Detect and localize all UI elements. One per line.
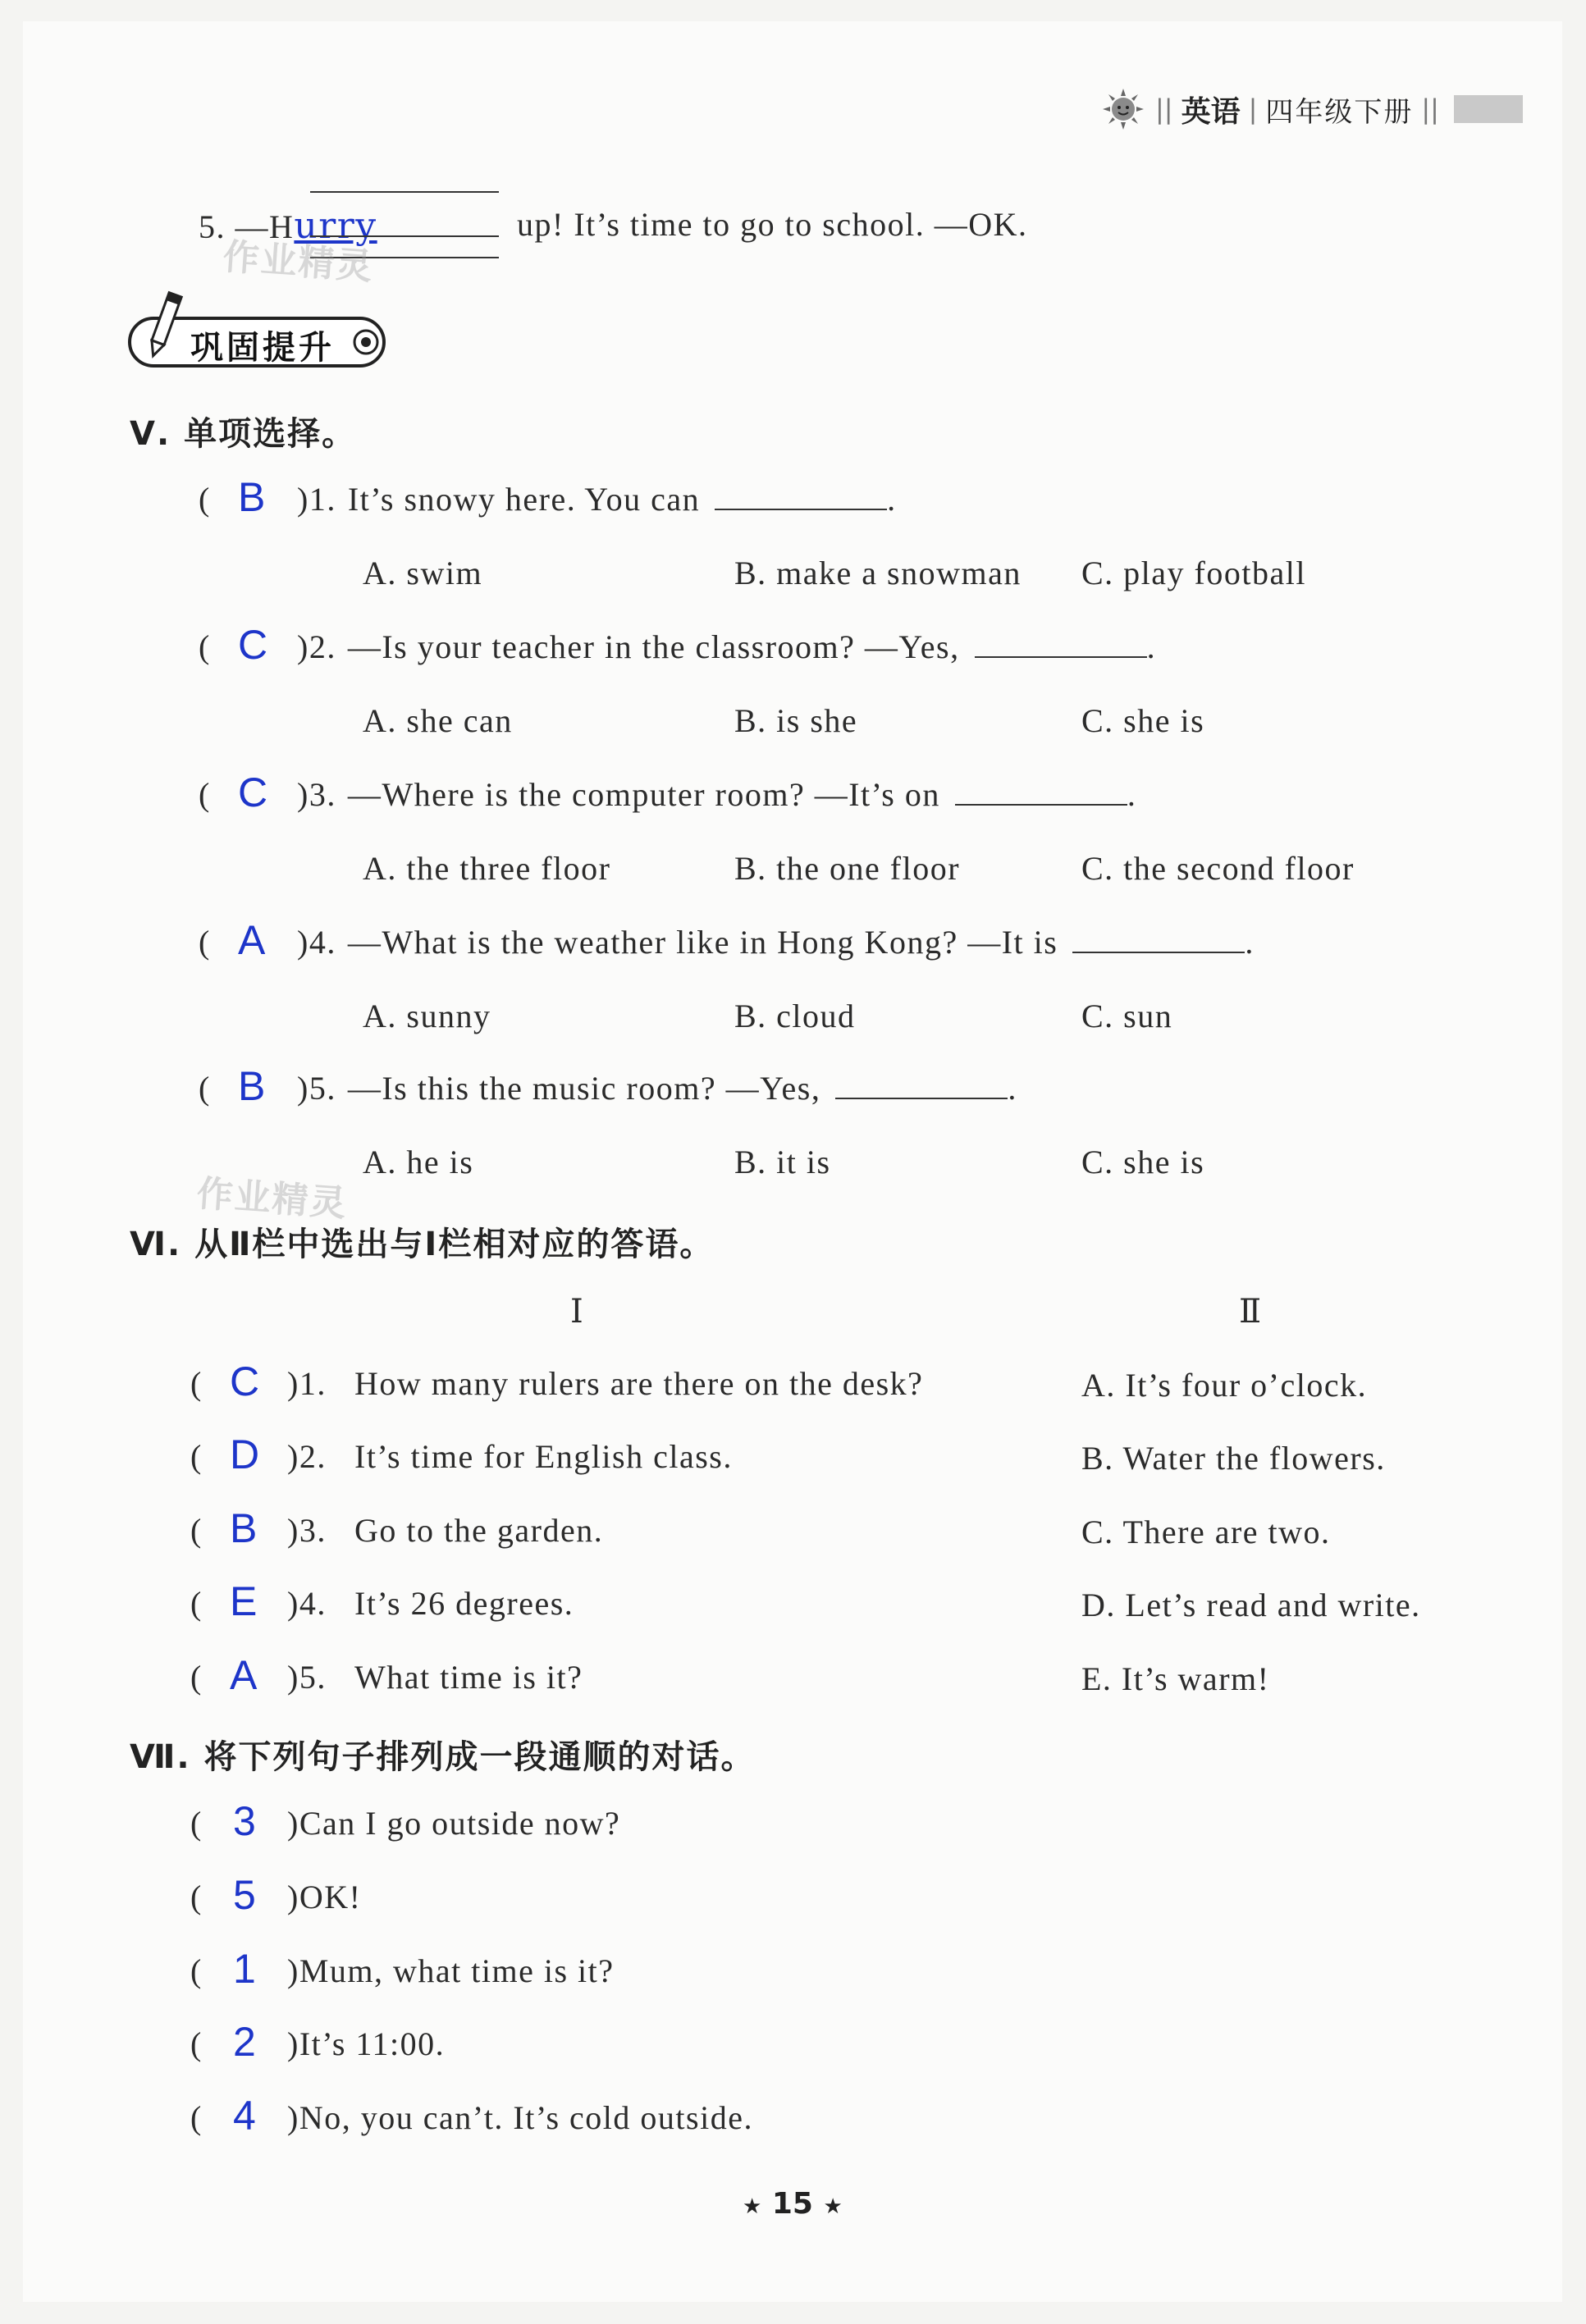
answer-letter: D	[230, 1431, 260, 1477]
order-number: 5	[233, 1872, 256, 1918]
dialogue-sentence: )Mum, what time is it?	[287, 1952, 615, 1989]
item-number: )3.	[287, 1512, 327, 1549]
answer-letter: B	[230, 1505, 258, 1551]
page-number-value: 15	[771, 2187, 813, 2221]
column-1-header: Ⅰ	[570, 1293, 585, 1330]
option-c: C. she is	[1081, 702, 1205, 739]
paren-open: (	[190, 1585, 203, 1622]
dialogue-sentence: )No, you can’t. It’s cold outside.	[287, 2099, 753, 2136]
paren-open: (	[199, 924, 211, 961]
item-number: )2.	[287, 1438, 327, 1475]
paren-open: (	[190, 1879, 203, 1915]
paren-open: (	[190, 1438, 203, 1475]
order-number: 1	[233, 1946, 256, 1992]
answer-letter: B	[238, 474, 266, 520]
question-stem: It’s snowy here. You can	[347, 481, 701, 518]
question-stem: —Is this the music room? —Yes,	[347, 1070, 821, 1107]
question-number: )2.	[297, 628, 336, 665]
option-c: C. sun	[1081, 998, 1173, 1034]
section-5-title: Ⅴ. 单项选择。	[130, 415, 357, 453]
header-separator: ||	[1155, 94, 1173, 125]
paren-open: (	[190, 2099, 203, 2136]
answer-letter: C	[238, 769, 268, 815]
dialogue-sentence: )OK!	[287, 1879, 362, 1915]
header-grade: 四年级下册	[1265, 95, 1414, 129]
option-c: C. the second floor	[1081, 850, 1355, 887]
question-stem: —Is your teacher in the classroom? —Yes,	[347, 628, 960, 665]
question-text	[297, 775, 1136, 814]
fill-number: 5.	[199, 208, 226, 245]
paren-open: (	[190, 1805, 203, 1842]
header-separator-2: |	[1248, 94, 1258, 125]
banner-label: 巩固提升	[190, 329, 335, 367]
paren-open: (	[199, 628, 211, 665]
column-2-option: C. There are two.	[1081, 1514, 1331, 1550]
question-text	[297, 628, 1156, 666]
column-2-option: A. It’s four o’clock.	[1081, 1367, 1368, 1404]
fill-prefix: —H	[235, 208, 295, 245]
watermark-2: 作业精灵	[195, 1172, 350, 1226]
option-a: A. she can	[363, 702, 513, 739]
pencil-icon	[139, 289, 189, 363]
question-number: )5.	[297, 1070, 336, 1107]
option-b: B. make a snowman	[734, 555, 1022, 591]
option-a: A. sunny	[363, 998, 491, 1034]
option-c: C. play football	[1081, 555, 1306, 591]
answer-blank	[975, 630, 1147, 658]
paren-open: (	[190, 1952, 203, 1989]
column-2-option: D. Let’s read and write.	[1081, 1587, 1421, 1623]
option-c: C. she is	[1081, 1144, 1205, 1180]
answer-blank	[955, 778, 1127, 806]
question-end: .	[1127, 776, 1137, 813]
option-b: B. the one floor	[734, 850, 961, 887]
dialogue-sentence: )Can I go outside now?	[287, 1805, 621, 1842]
column-1-item: It’s time for English class.	[354, 1438, 733, 1475]
order-number: 3	[233, 1798, 256, 1844]
question-text	[297, 1069, 1017, 1107]
fill-answer: urry	[294, 205, 377, 247]
answer-letter: A	[238, 917, 266, 963]
option-b: B. is she	[734, 702, 858, 739]
section-banner	[123, 312, 394, 372]
column-1-item: What time is it?	[354, 1659, 583, 1696]
question-number: )1.	[297, 481, 336, 518]
column-1-item: Go to the garden.	[354, 1512, 604, 1549]
question-stem: —Where is the computer room? —It’s on	[347, 776, 940, 813]
question-end: .	[1146, 628, 1157, 665]
column-1-item: How many rulers are there on the desk?	[354, 1365, 924, 1402]
question-end: .	[887, 481, 897, 518]
fill-line-top	[310, 191, 499, 193]
option-b: B. cloud	[734, 998, 856, 1034]
page-header	[1099, 89, 1523, 130]
dialogue-sentence: )It’s 11:00.	[287, 2025, 446, 2062]
question-stem: —What is the weather like in Hong Kong? —It is	[347, 924, 1058, 961]
star-icon: ★	[743, 2194, 762, 2219]
question-text	[297, 480, 897, 518]
fill-rest: up! It’s time to go to school. —OK.	[517, 206, 1028, 243]
item-number: )4.	[287, 1585, 327, 1622]
answer-blank	[715, 482, 887, 510]
header-strip	[1454, 95, 1523, 123]
header-subject: 英语	[1181, 94, 1241, 129]
question-number: )4.	[297, 924, 336, 961]
question-end: .	[1245, 924, 1255, 961]
option-a: A. the three floor	[363, 850, 611, 887]
answer-letter: B	[238, 1063, 266, 1109]
page-number	[743, 2187, 843, 2221]
header-separator-3: ||	[1421, 94, 1439, 125]
question-end: .	[1008, 1070, 1017, 1107]
order-number: 4	[233, 2093, 256, 2139]
paren-open: (	[199, 1070, 211, 1107]
paren-open: (	[190, 1365, 203, 1402]
paren-open: (	[199, 481, 211, 518]
column-2-header: Ⅱ	[1239, 1293, 1263, 1330]
watermark: 作业精灵	[222, 235, 376, 289]
item-number: )1.	[287, 1365, 327, 1402]
column-2-option: E. It’s warm!	[1081, 1660, 1270, 1697]
answer-blank	[835, 1071, 1008, 1099]
option-a: A. he is	[363, 1144, 474, 1180]
column-1-item: It’s 26 degrees.	[354, 1585, 574, 1622]
option-a: A. swim	[363, 555, 483, 591]
star-icon: ★	[823, 2194, 843, 2219]
answer-blank	[1072, 925, 1245, 953]
question-number: )3.	[297, 776, 336, 813]
section-7-title: Ⅶ. 将下列句子排列成一段通顺的对话。	[130, 1738, 756, 1776]
paren-open: (	[190, 1512, 203, 1549]
section-6-title: Ⅵ. 从Ⅱ栏中选出与Ⅰ栏相对应的答语。	[130, 1226, 715, 1263]
question-text	[297, 923, 1255, 961]
paren-open: (	[199, 776, 211, 813]
column-2-option: B. Water the flowers.	[1081, 1440, 1386, 1477]
sun-mascot-icon	[1099, 85, 1147, 133]
item-number: )5.	[287, 1659, 327, 1696]
answer-letter: E	[230, 1578, 258, 1624]
answer-letter: C	[230, 1358, 260, 1404]
option-b: B. it is	[734, 1144, 831, 1180]
paren-open: (	[190, 1659, 203, 1696]
order-number: 2	[233, 2019, 256, 2065]
answer-letter: A	[230, 1652, 258, 1698]
answer-letter: C	[238, 622, 268, 668]
paren-open: (	[190, 2025, 203, 2062]
